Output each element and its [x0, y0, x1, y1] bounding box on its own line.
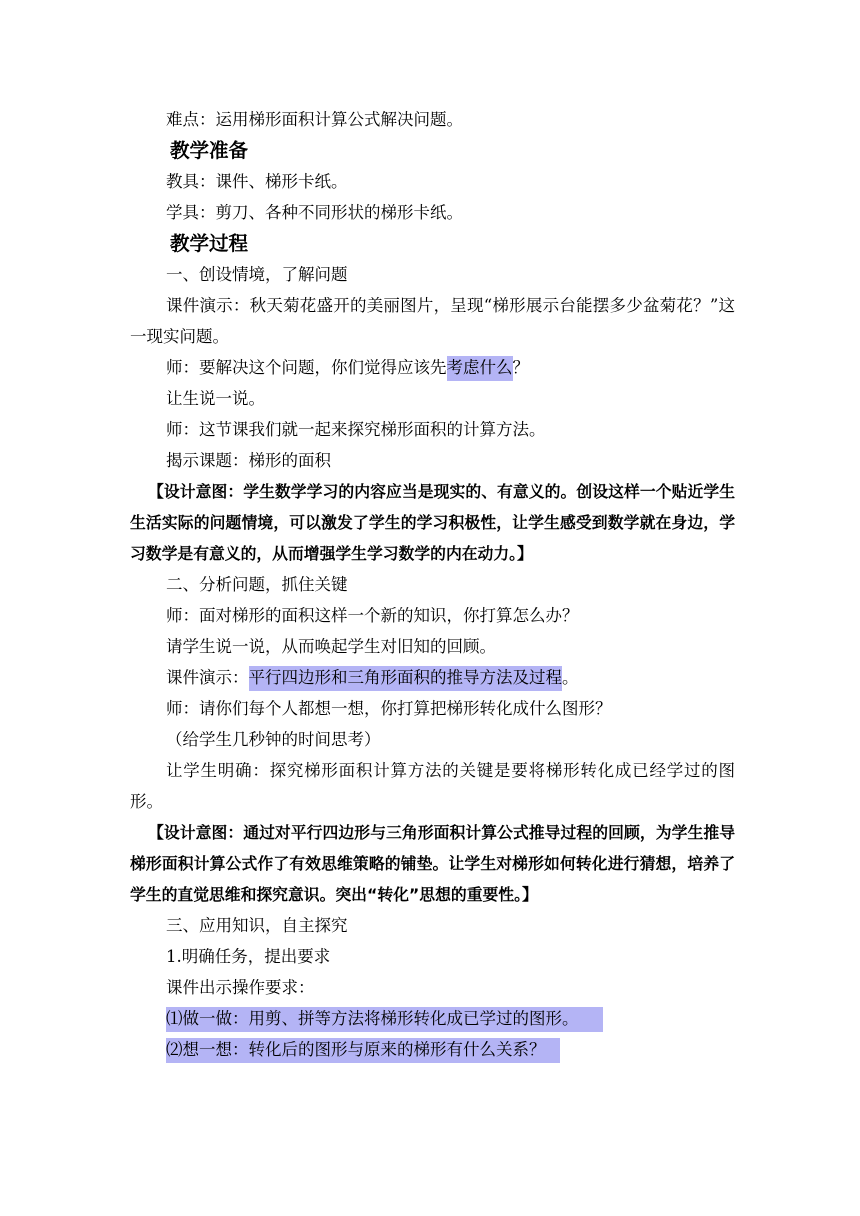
design-intent-2: 【设计意图：通过对平行四边形与三角形面积计算公式推导过程的回顾，为学生推导梯形面积计算公式作了有效思维策略的铺垫。让学生对梯形如何转化进行猜想，培养了学生的直觉思维和探究意识。突出“转化”思想的重要性。】	[130, 823, 735, 904]
section1-title: 一、创设情境，了解问题	[166, 265, 348, 284]
requirement-1-line	[130, 1003, 735, 1034]
section3-title: 三、应用知识，自主探究	[166, 916, 348, 935]
difficulty-line: 难点：运用梯形面积计算公式解决问题。	[166, 110, 463, 129]
clarify-paragraph: 让学生明确：探究梯形面积计算方法的关键是要将梯形转化成已经学过的图形。	[130, 761, 735, 811]
question1-line	[130, 352, 735, 383]
reveal-topic-line: 揭示课题：梯形的面积	[166, 451, 331, 470]
question1-mark: ？	[512, 358, 529, 377]
highlight-consider: 考虑什么	[447, 356, 513, 381]
demo1-paragraph: 课件演示：秋天菊花盛开的美丽图片，呈现“梯形展示台能摆多少盆菊花？”这一现实问题。	[130, 296, 735, 346]
demo2-period: 。	[562, 668, 579, 687]
highlight-derivation: 平行四边形和三角形面积的推导方法及过程	[249, 666, 563, 691]
demo2-line	[130, 662, 735, 693]
explore-line: 师：这节课我们就一起来探究梯形面积的计算方法。	[166, 420, 546, 439]
requirements-line: 课件出示操作要求：	[166, 978, 315, 997]
section2-title: 二、分析问题，抓住关键	[166, 575, 348, 594]
think-time-line: （给学生几秒钟的时间思考）	[166, 730, 381, 749]
question2-line: 师：面对梯形的面积这样一个新的知识，你打算怎么办？	[166, 606, 579, 625]
let-say-line: 让生说一说。	[166, 389, 265, 408]
document-page	[130, 104, 735, 1065]
question3-line: 师：请你们每个人都想一想，你打算把梯形转化成什么图形？	[166, 699, 612, 718]
design-intent-1: 【设计意图：学生数学学习的内容应当是现实的、有意义的。创设这样一个贴近学生生活实际的问题情境，可以激发了学生的学习积极性，让学生感受到数学就在身边，学习数学是有意义的，从而增强学生学习数学的内在动力。】	[130, 482, 735, 563]
question1-text: 师：要解决这个问题，你们觉得应该先	[166, 358, 447, 377]
process-heading: 教学过程	[170, 232, 249, 255]
demo2-label: 课件演示：	[166, 668, 249, 687]
recall-line: 请学生说一说，从而唤起学生对旧知的回顾。	[166, 637, 496, 656]
highlight-requirement-1: ⑴做一做：用剪、拼等方法将梯形转化成已学过的图形。	[166, 1007, 603, 1032]
highlight-requirement-2: ⑵想一想：转化后的图形与原来的梯形有什么关系？	[166, 1038, 560, 1063]
teacher-tools-line: 教具：课件、梯形卡纸。	[166, 172, 348, 191]
student-tools-line: 学具：剪刀、各种不同形状的梯形卡纸。	[166, 203, 463, 222]
task1-line: 1.明确任务，提出要求	[166, 947, 331, 966]
requirement-2-line	[130, 1034, 735, 1065]
prep-heading: 教学准备	[170, 139, 249, 162]
